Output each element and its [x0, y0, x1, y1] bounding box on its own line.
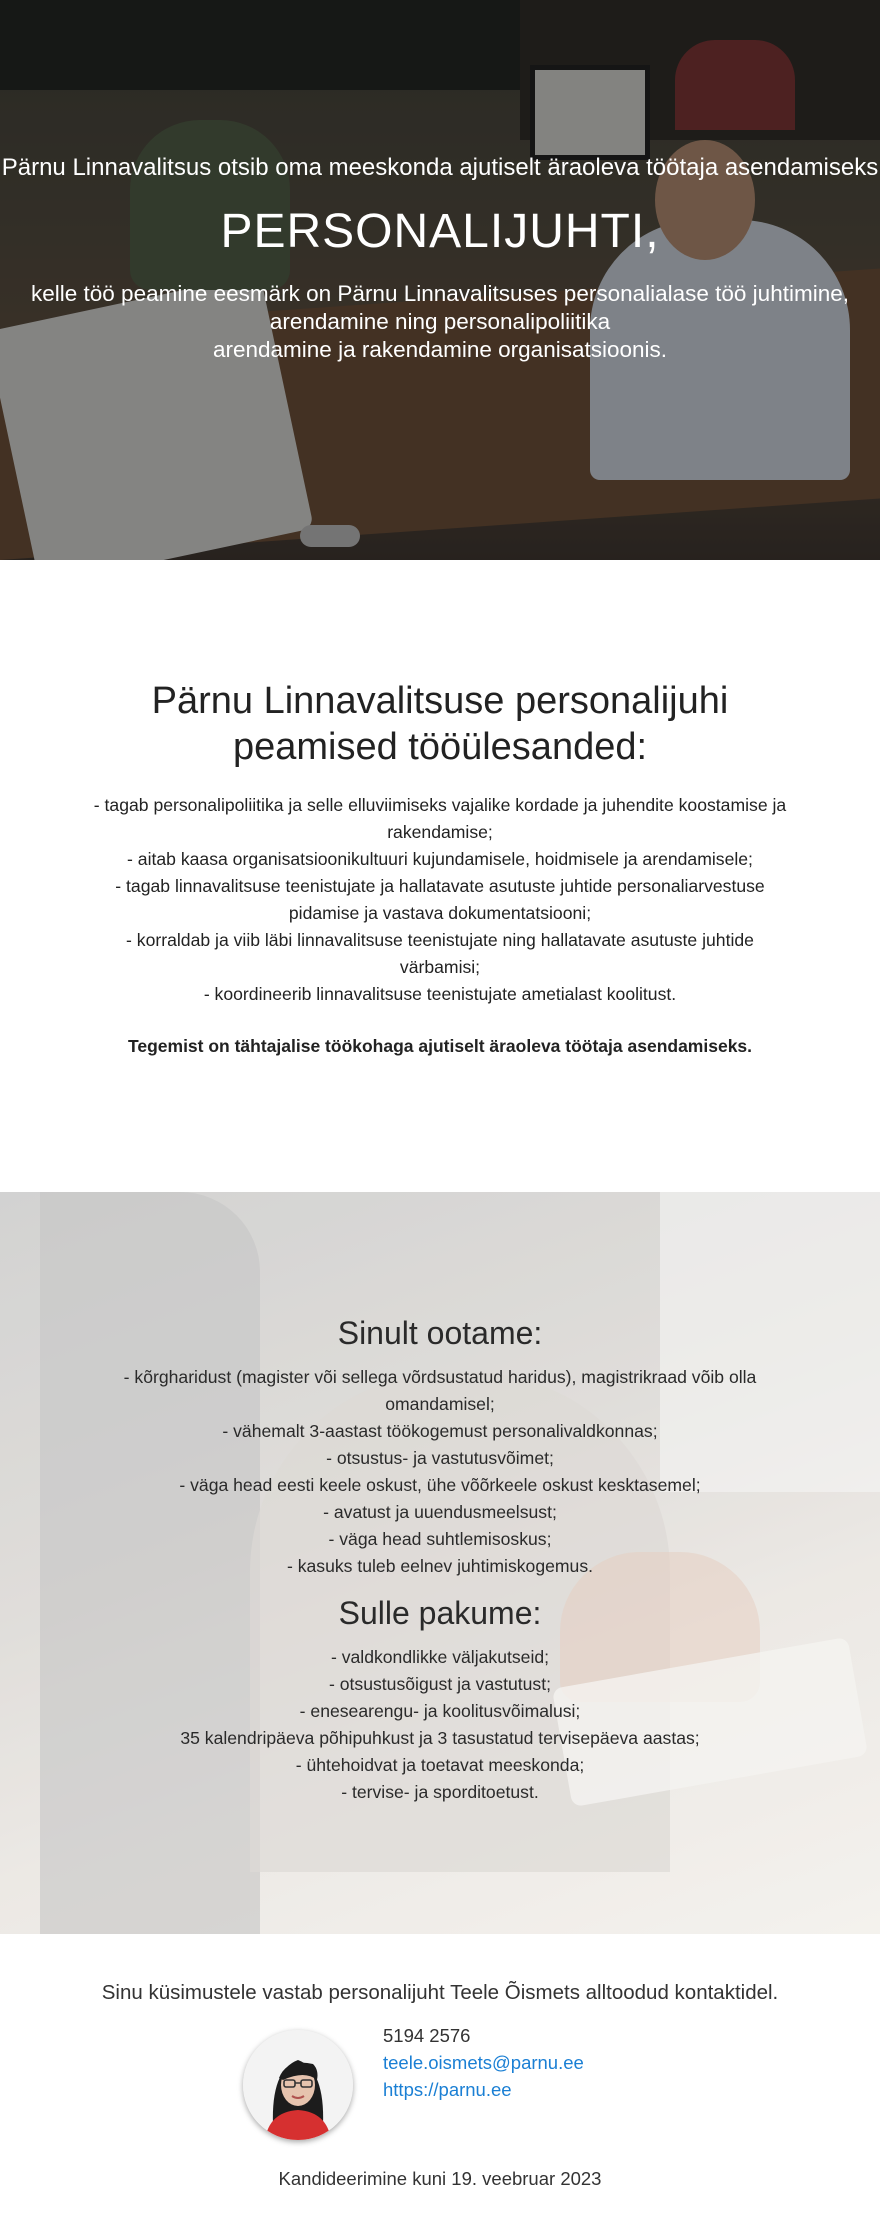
list-item: - ühtehoidvat ja toetavat meeskonda; [295, 1755, 585, 1775]
duties-heading-line: peamised tööülesanded: [232, 726, 648, 768]
list-item: 35 kalendripäeva põhipuhkust ja 3 tasustatud tervisepäeva aastas; [180, 1728, 700, 1748]
duties-section [0, 560, 880, 1192]
avatar [243, 2030, 353, 2140]
list-item: - väga head suhtlemisoskus; [328, 1529, 552, 1549]
hero-description [0, 280, 880, 364]
hero-section [0, 0, 880, 560]
list-item: - enesearengu- ja koolitusvõimalusi; [299, 1701, 581, 1721]
list-item: - otsustus- ja vastutusvõimet; [326, 1448, 554, 1468]
contact-phone: 5194 2576 [383, 2025, 471, 2046]
duties-heading [0, 678, 880, 770]
application-deadline: Kandideerimine kuni 19. veebruar 2023 [278, 2168, 602, 2189]
list-item: - otsustusõigust ja vastutust; [329, 1674, 551, 1694]
list-item: - vähemalt 3-aastast töökogemust personalivaldkonnas; [222, 1421, 658, 1441]
fixed-term-note: Tegemist on tähtajalise töökohaga ajutiselt äraoleva töötaja asendamiseks. [127, 1036, 753, 1056]
person-photo-icon [243, 2030, 353, 2140]
list-item: - kõrgharidust (magister või sellega võrdsustatud haridus), magistrikraad võib olla omandamisel; [123, 1367, 757, 1414]
hero-intro: Pärnu Linnavalitsus otsib oma meeskonda ajutiselt äraoleva töötaja asendamiseks [1, 154, 879, 181]
list-item: - kasuks tuleb eelnev juhtimiskogemus. [286, 1556, 594, 1576]
list-item: - korraldab ja viib läbi linnavalitsuse teenistujate ning hallatavate asutuste juhtide värbamisi; [126, 930, 754, 977]
expect-list [100, 1364, 780, 1580]
expect-heading: Sinult ootame: [337, 1315, 543, 1351]
contact-email-link[interactable]: teele.oismets@parnu.ee [383, 2052, 584, 2073]
contact-section [0, 1934, 880, 2240]
hero-description-line: kelle töö peamine eesmärk on Pärnu Linnavalitsuses personalialase töö juhtimine, [31, 281, 849, 306]
hero-description-line: arendamine ja rakendamine organisatsioonis. [212, 337, 668, 362]
list-item: - tervise- ja sporditoetust. [341, 1782, 539, 1802]
contact-website-link[interactable]: https://parnu.ee [383, 2079, 512, 2100]
hero-title: PERSONALIJUHTI, [220, 205, 660, 258]
list-item: - avatust ja uuendusmeelsust; [323, 1502, 557, 1522]
list-item: - koordineerib linnavalitsuse teenistujate ametialast koolitust. [203, 984, 677, 1004]
list-item: - tagab personalipoliitika ja selle elluviimiseks vajalike kordade ja juhendite koostamise ja rakendamise; [93, 795, 787, 842]
hero-description-line: arendamine ning personalipoliitika [269, 309, 611, 334]
list-item: - valdkondlikke väljakutseid; [330, 1647, 550, 1667]
list-item: - tagab linnavalitsuse teenistujate ja hallatavate asutuste juhtide personaliarvestuse pidamise ja vastava dokumentatsiooni; [115, 876, 765, 923]
contact-lead: Sinu küsimustele vastab personalijuht Teele Õismets alltoodud kontaktidel. [101, 1981, 779, 2004]
list-item: - väga head eesti keele oskust, ühe võõrkeele oskust kesktasemel; [179, 1475, 701, 1495]
offer-list [100, 1644, 780, 1806]
requirements-offer-section [0, 1192, 880, 1934]
contact-details [383, 2022, 584, 2103]
duties-list [90, 792, 790, 1008]
list-item: - aitab kaasa organisatsioonikultuuri kujundamisele, hoidmisele ja arendamisele; [127, 849, 753, 869]
offer-heading: Sulle pakume: [338, 1595, 542, 1631]
duties-heading-line: Pärnu Linnavalitsuse personalijuhi [151, 680, 729, 722]
